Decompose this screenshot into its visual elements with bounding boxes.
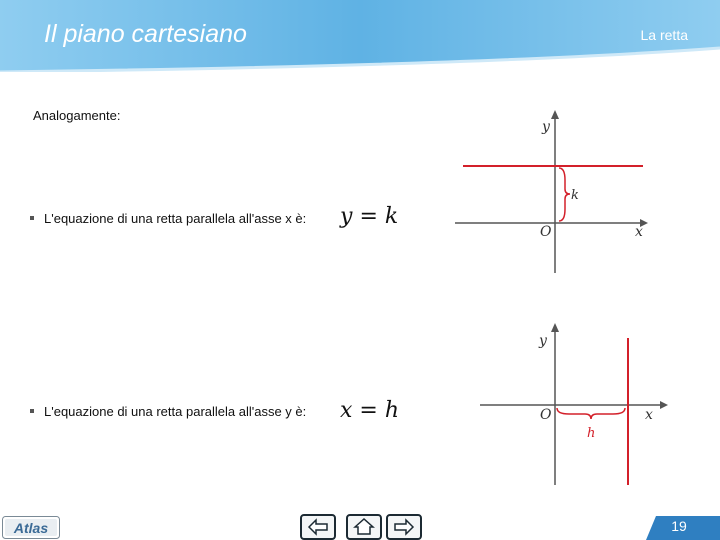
page-number: 19: [671, 518, 687, 534]
header-banner: [0, 0, 720, 72]
equation-vertical: [340, 398, 399, 423]
graph-horizontal-line: [455, 105, 655, 280]
bullet-dot: [30, 409, 34, 413]
equation-rhs: h: [384, 398, 400, 423]
equation-op: =: [359, 204, 378, 229]
brace-h: [557, 408, 625, 419]
arrow-right-icon[interactable]: [386, 514, 422, 540]
y-axis-label: y: [542, 119, 550, 135]
home-icon[interactable]: [346, 514, 382, 540]
brace-label-h: h: [587, 426, 596, 441]
graph-vertical-line: [475, 320, 675, 490]
y-axis-label: y: [539, 333, 547, 349]
arrow-left-icon[interactable]: [300, 514, 336, 540]
x-axis-arrow: [660, 401, 668, 409]
equation-horizontal: [340, 204, 398, 229]
equation-op: =: [359, 398, 378, 423]
brace-k: [559, 168, 570, 221]
bullet-text: L'equazione di una retta parallela all'asse x è:: [44, 211, 307, 226]
intro-text: Analogamente:: [33, 108, 121, 123]
bullet-dot: [30, 216, 34, 220]
page-title: Il piano cartesiano: [44, 20, 247, 48]
y-axis-arrow: [551, 323, 559, 332]
x-axis-label: x: [635, 224, 643, 240]
x-axis-label: x: [645, 407, 653, 423]
logo-text: Atlas: [13, 520, 49, 536]
equation-lhs: y: [340, 204, 353, 229]
bullet-item-horizontal: [30, 211, 306, 226]
bullet-item-vertical: [30, 404, 306, 419]
origin-label: O: [540, 224, 552, 240]
equation-rhs: k: [384, 204, 399, 229]
atlas-logo: [2, 516, 60, 539]
origin-label: O: [540, 407, 552, 423]
y-axis-arrow: [551, 110, 559, 119]
equation-lhs: x: [340, 398, 353, 423]
bullet-text: L'equazione di una retta parallela all'asse y è:: [44, 404, 307, 419]
section-label: La retta: [640, 27, 688, 43]
brace-label-k: k: [571, 188, 579, 203]
